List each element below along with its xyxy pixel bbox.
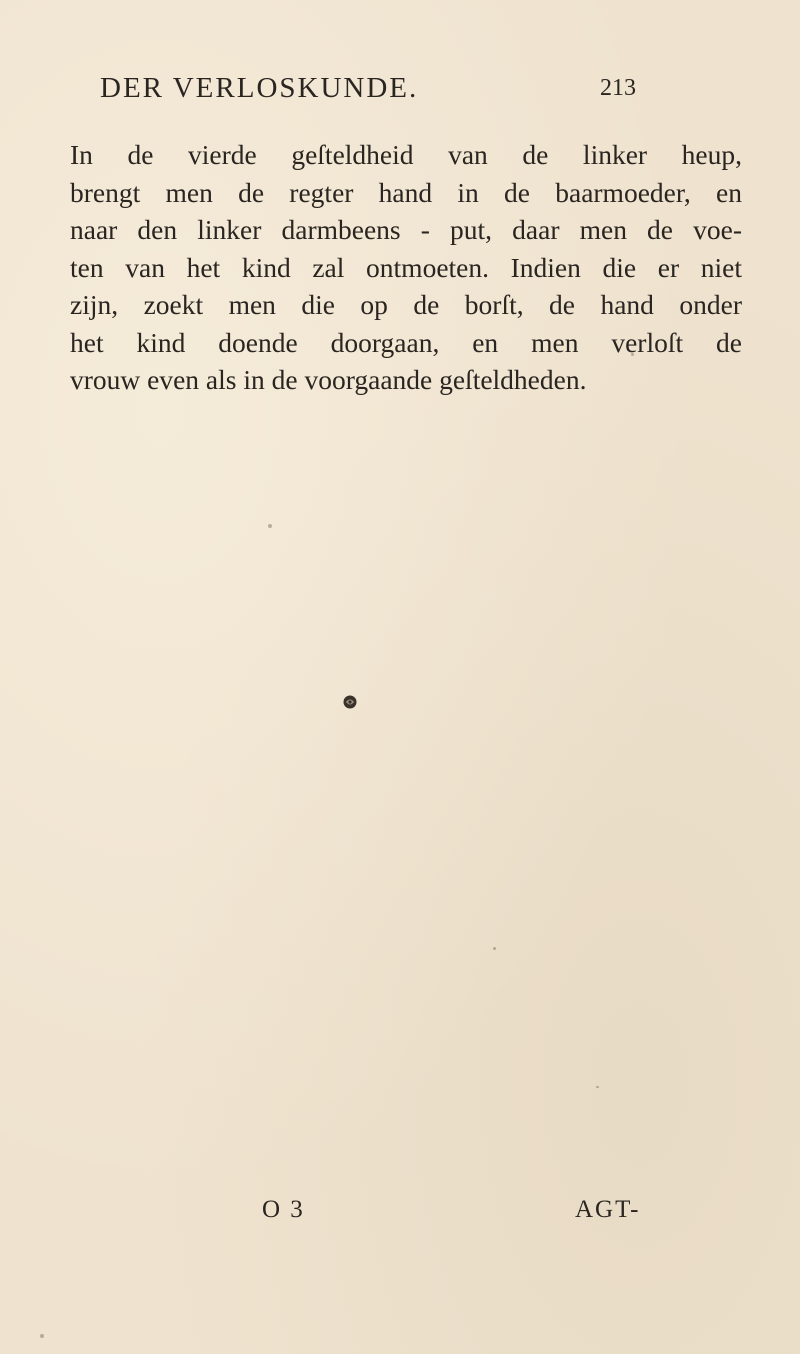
text-line: vrouw even als in de voorgaande geſteldheden. xyxy=(70,364,587,395)
paragraph xyxy=(70,136,742,399)
signature-mark: O 3 xyxy=(262,1196,305,1223)
catchword: AGT- xyxy=(575,1196,641,1223)
text-line: In de vierde geſteldheid van de linker heup, xyxy=(70,139,742,170)
running-title: DER VERLOSKUNDE. xyxy=(100,72,419,104)
text-line: zijn, zoekt men die op de borſt, de hand onder xyxy=(70,289,742,320)
running-head xyxy=(100,72,660,112)
text-line: naar den linker darmbeens - put, daar men de voe- xyxy=(70,214,742,245)
text-line: brengt men de regter hand in de baarmoeder, en xyxy=(70,176,742,208)
paper-speck xyxy=(493,947,496,950)
paper-speck xyxy=(631,353,634,356)
text-line: ten van het kind zal ontmoeten. Indien die er niet xyxy=(70,251,742,283)
text-line: het kind doende doorgaan, en men verloſt de xyxy=(70,326,742,358)
paper-speck xyxy=(40,1334,44,1338)
printers-ornament-icon xyxy=(342,694,358,710)
page-number: 213 xyxy=(600,75,636,101)
paper-speck xyxy=(268,524,272,528)
page-footer xyxy=(0,1196,800,1236)
paper-speck xyxy=(596,1086,599,1088)
